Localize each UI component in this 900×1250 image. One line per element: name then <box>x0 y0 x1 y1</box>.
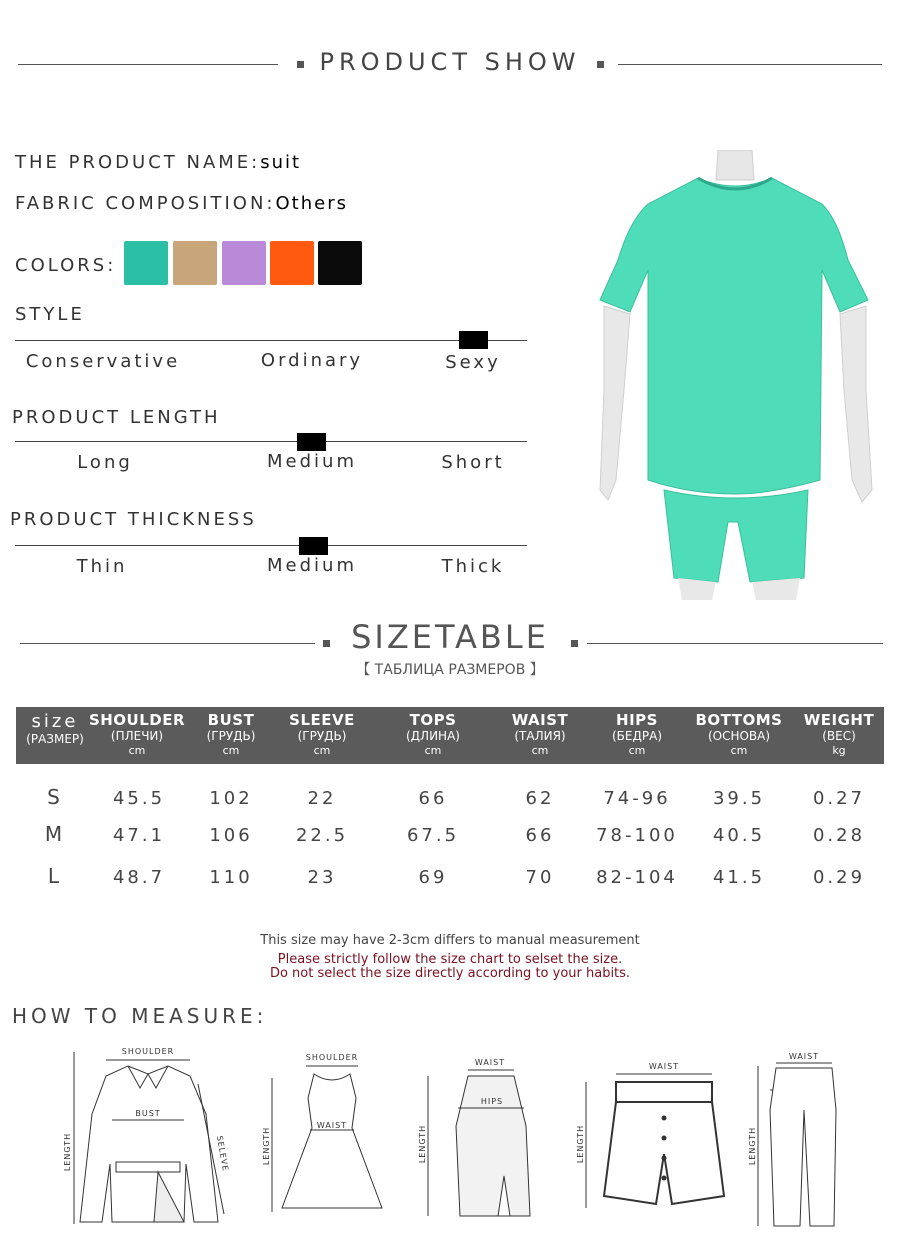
col-sleeve-unit: cm <box>313 744 331 757</box>
col-bust-en: BUST <box>207 711 255 729</box>
cell-size: L <box>47 864 63 888</box>
shorts <box>664 490 808 582</box>
note-follow-chart: Please strictly follow the size chart to selset the size. <box>277 952 623 967</box>
col-shoulder-ru: (ПЛЕЧИ) <box>110 729 164 743</box>
style-label-conservative: Conservative <box>25 351 181 372</box>
col-bust-unit: cm <box>222 744 240 757</box>
thickness-marker <box>299 537 328 555</box>
cell-weight: 0.27 <box>812 788 866 809</box>
header-bullet-right <box>597 61 604 68</box>
cell-hips: 82-104 <box>596 867 678 888</box>
col-shoulder-unit: cm <box>128 744 146 757</box>
note-measurement: This size may have 2-3cm differs to manual measurement <box>260 933 640 948</box>
shorts-measure-diagram <box>572 1058 742 1214</box>
cell-bottoms: 41.5 <box>712 867 766 888</box>
col-bust <box>188 707 274 764</box>
shirt <box>600 178 868 494</box>
thickness-label-thick: Thick <box>441 556 505 577</box>
cell-tops: 66 <box>418 788 448 809</box>
length-title: PRODUCT LENGTH <box>12 407 221 428</box>
trousers-waist-label: WAIST <box>788 1052 820 1061</box>
style-marker <box>459 331 488 349</box>
left-arm <box>600 306 630 500</box>
col-hips <box>588 707 686 764</box>
col-shoulder <box>86 707 188 764</box>
thickness-label-thin: Thin <box>76 556 128 577</box>
col-tops-ru: (ДЛИНА) <box>406 729 460 743</box>
cell-bottoms: 39.5 <box>712 788 766 809</box>
col-waist <box>490 707 590 764</box>
color-swatch-orange[interactable] <box>270 241 314 285</box>
col-tops <box>378 707 488 764</box>
trousers-length-label: LENGTH <box>748 1126 757 1166</box>
note-habits: Do not select the size directly according to your habits. <box>269 966 631 981</box>
length-label-medium: Medium <box>267 451 357 472</box>
col-shoulder-en: SHOULDER <box>88 711 186 729</box>
cell-shoulder: 47.1 <box>112 825 166 846</box>
style-title: STYLE <box>15 304 85 325</box>
skirt-measure-diagram <box>412 1056 542 1222</box>
selvee-label: SELEVE <box>214 1134 231 1173</box>
dress-waist-label: WAIST <box>316 1121 348 1130</box>
sizetable-bullet-right <box>571 640 578 647</box>
jacket-measure-diagram <box>58 1044 238 1226</box>
color-swatch-lilac[interactable] <box>222 241 266 285</box>
cell-size: M <box>44 822 66 846</box>
col-tops-unit: cm <box>424 744 442 757</box>
product-name-label: THE PRODUCT NAME: <box>15 152 261 173</box>
product-name <box>15 152 301 173</box>
fabric-value: Others <box>275 193 348 214</box>
col-waist-ru: (ТАЛИЯ) <box>514 729 566 743</box>
cell-shoulder: 45.5 <box>112 788 166 809</box>
product-name-value: suit <box>260 152 302 173</box>
sizetable-title: SIZETABLE <box>351 618 549 656</box>
skirt-length-label: LENGTH <box>418 1124 427 1164</box>
sizetable-subtitle: 【 ТАБЛИЦА РАЗМЕРОВ 】 <box>356 662 544 678</box>
fabric-label: FABRIC COMPOSITION: <box>15 193 276 214</box>
col-hips-unit: cm <box>628 744 646 757</box>
col-bust-ru: (ГРУДЬ) <box>206 729 256 743</box>
fabric-composition <box>15 193 348 214</box>
skirt-hips-label: HIPS <box>480 1097 504 1106</box>
col-weight-unit: kg <box>832 744 846 757</box>
col-waist-unit: cm <box>531 744 549 757</box>
col-bottoms-ru: (ОСНОВА) <box>707 729 771 743</box>
style-label-ordinary: Ordinary <box>260 350 364 371</box>
col-bottoms-en: BOTTOMS <box>695 711 783 729</box>
right-arm <box>840 306 872 502</box>
cell-weight: 0.28 <box>812 825 866 846</box>
length-label-short: Short <box>441 452 505 473</box>
cell-hips: 78-100 <box>596 825 678 846</box>
thickness-title: PRODUCT THICKNESS <box>10 509 257 530</box>
col-size-ru: (РАЗМЕР) <box>26 732 84 746</box>
cell-weight: 0.29 <box>812 867 866 888</box>
how-to-measure-title: HOW TO MEASURE: <box>12 1004 268 1028</box>
sizetable-rule-right <box>587 643 883 644</box>
thickness-label-medium: Medium <box>267 555 357 576</box>
trousers-measure-diagram <box>748 1050 848 1232</box>
skirt-waist-label: WAIST <box>474 1058 506 1067</box>
dress-length-label: LENGTH <box>262 1126 271 1166</box>
dress-measure-diagram <box>262 1050 392 1220</box>
shorts-length-label: LENGTH <box>576 1124 585 1164</box>
color-swatch-black[interactable] <box>318 241 362 285</box>
col-weight-ru: (ВЕС) <box>822 729 856 743</box>
cell-bottoms: 40.5 <box>712 825 766 846</box>
cell-sleeve: 22.5 <box>295 825 349 846</box>
cell-sleeve: 22 <box>307 788 337 809</box>
length-label-long: Long <box>77 452 133 473</box>
col-tops-en: TOPS <box>409 711 457 729</box>
thickness-scale-line <box>15 545 527 546</box>
cell-bust: 106 <box>209 825 253 846</box>
col-weight <box>794 707 884 764</box>
cell-waist: 62 <box>525 788 555 809</box>
color-swatch-teal[interactable] <box>124 241 168 285</box>
col-sleeve-ru: (ГРУДЬ) <box>297 729 347 743</box>
shorts-waist-label: WAIST <box>648 1062 680 1071</box>
cell-bust: 102 <box>209 788 253 809</box>
col-bottoms-unit: cm <box>730 744 748 757</box>
col-bottoms <box>688 707 790 764</box>
cell-shoulder: 48.7 <box>112 867 166 888</box>
product-photo <box>590 150 880 600</box>
length-scale-line <box>15 441 527 442</box>
col-size <box>16 707 94 764</box>
dress-shoulder-label: SHOULDER <box>305 1053 359 1062</box>
col-waist-en: WAIST <box>511 711 569 729</box>
cell-waist: 70 <box>525 867 555 888</box>
shoulder-label: SHOULDER <box>121 1047 175 1056</box>
cell-tops: 69 <box>418 867 448 888</box>
col-size-en: size <box>31 711 79 732</box>
colors-label: COLORS: <box>15 255 117 276</box>
length-marker <box>297 433 326 451</box>
cell-size: S <box>47 785 63 809</box>
page-title: PRODUCT SHOW <box>319 48 581 76</box>
cell-sleeve: 23 <box>307 867 337 888</box>
col-sleeve <box>274 707 370 764</box>
col-weight-en: WEIGHT <box>803 711 875 729</box>
color-swatch-khaki[interactable] <box>173 241 217 285</box>
style-scale-line <box>15 340 527 341</box>
cell-waist: 66 <box>525 825 555 846</box>
style-label-sexy: Sexy <box>445 352 501 373</box>
bust-label: BUST <box>135 1109 161 1118</box>
mannequin-neck <box>716 150 754 180</box>
length-label: LENGTH <box>63 1132 72 1172</box>
cell-bust: 110 <box>209 867 253 888</box>
col-hips-ru: (БЕДРА) <box>612 729 662 743</box>
cell-tops: 67.5 <box>406 825 460 846</box>
header-rule-right <box>618 64 882 65</box>
size-table-header <box>16 707 884 764</box>
cell-hips: 74-96 <box>603 788 671 809</box>
col-hips-en: HIPS <box>616 711 658 729</box>
col-sleeve-en: SLEEVE <box>289 711 355 729</box>
